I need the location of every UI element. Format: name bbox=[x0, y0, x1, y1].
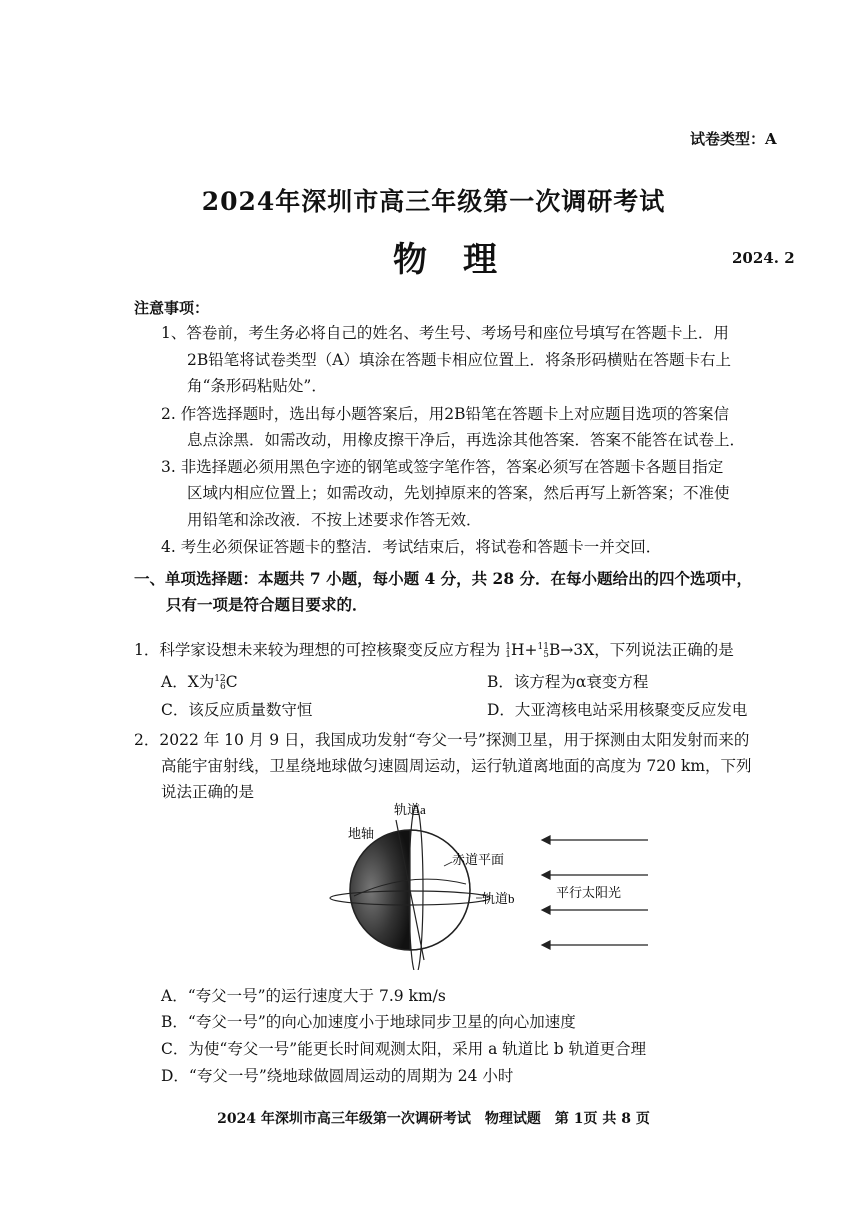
b-nuclide-indices: 11 5 bbox=[537, 642, 549, 660]
notice-line: 3. 非选择题必须用黑色字迹的钢笔或签字笔作答，答案必须写在答题卡各题目指定 bbox=[161, 458, 724, 476]
q1-option-c: C．该反应质量数守恒 bbox=[161, 701, 313, 719]
notice-line: 角“条形码粘贴处”． bbox=[187, 377, 327, 395]
notice-line: 区域内相应位置上；如需改动，先划掉原来的答案，然后再写上新答案；不准使 bbox=[187, 484, 730, 502]
question-2-stem: 说法正确的是 bbox=[161, 783, 255, 801]
notice-title: 注意事项： bbox=[134, 299, 210, 317]
exam-title: 2024年深圳市高三年级第一次调研考试 bbox=[201, 187, 666, 216]
orbit-b-label: 轨道b bbox=[482, 891, 515, 906]
sunlight-label: 平行太阳光 bbox=[556, 885, 622, 900]
arrow-head bbox=[542, 871, 550, 879]
notice-line: 1、答卷前，考生务必将自己的姓名、考生号、考场号和座位号填写在答题卡上．用 bbox=[161, 324, 729, 342]
q2-option-d: D．“夸父一号”绕地球做圆周运动的周期为 24 小时 bbox=[161, 1067, 514, 1085]
notice-line: 2. 作答选择题时，选出每小题答案后，用2B铅笔在答题卡上对应题目选项的答案信 bbox=[161, 405, 729, 423]
notice-line: 4. 考生必须保证答题卡的整洁．考试结束后，将试卷和答题卡一并交回． bbox=[161, 538, 662, 556]
h-nuclide-indices: 1 1 bbox=[505, 642, 512, 660]
equator-label: 赤道平面 bbox=[452, 852, 505, 867]
earth-axis-label: 地轴 bbox=[348, 826, 375, 841]
c-nuclide-indices: 12 6 bbox=[214, 674, 226, 692]
subject-title: 物理 bbox=[393, 240, 533, 280]
q1-option-d: D．大亚湾核电站采用核聚变反应发电 bbox=[487, 701, 748, 719]
page-footer: 2024 年深圳市高三年级第一次调研考试 物理试题 第 1页 共 8 页 bbox=[217, 1111, 650, 1127]
arrow-head bbox=[542, 941, 550, 949]
notice-line: 用铅笔和涂改液．不按上述要求作答无效． bbox=[187, 511, 482, 529]
q1-stem-text: 1．科学家设想未来较为理想的可控核聚变反应方程为 bbox=[134, 641, 506, 659]
notice-line: 2B铅笔将试卷类型（A）填涂在答题卡相应位置上．将条形码横贴在答题卡右上 bbox=[187, 351, 731, 369]
notice-line: 息点涂黑．如需改动，用橡皮擦干净后，再选涂其他答案．答案不能答在试卷上． bbox=[187, 431, 746, 449]
paper-type: 试卷类型：A bbox=[690, 130, 777, 148]
question-2-stem: 高能宇宙射线，卫星绕地球做匀速圆周运动，运行轨道离地面的高度为 720 km，下列 bbox=[161, 757, 752, 775]
exam-date: 2024. 2 bbox=[732, 249, 795, 267]
q1-option-a: A．X为 12 6 C bbox=[161, 673, 238, 692]
question-2-stem: 2．2022 年 10 月 9 日，我国成功发射“夸父一号”探测卫星，用于探测由太阳发射而来的 bbox=[134, 731, 750, 749]
section-heading: 只有一项是符合题目要求的． bbox=[166, 595, 368, 614]
orbit-diagram bbox=[326, 800, 656, 970]
q2-option-c: C．为使“夸父一号”能更长时间观测太阳，采用 a 轨道比 b 轨道更合理 bbox=[161, 1040, 647, 1058]
section-heading: 一、单项选择题：本题共 7 小题，每小题 4 分，共 28 分．在每小题给出的四个选项中， bbox=[134, 569, 753, 588]
q1-option-b: B．该方程为α衰变方程 bbox=[487, 673, 649, 691]
q2-option-a: A．“夸父一号”的运行速度大于 7.9 km/s bbox=[161, 987, 446, 1005]
q2-option-b: B．“夸父一号”的向心加速度小于地球同步卫星的向心加速度 bbox=[161, 1013, 576, 1031]
arrow-head bbox=[542, 906, 550, 914]
arrow-head bbox=[542, 836, 550, 844]
orbit-a-label: 轨道a bbox=[394, 802, 426, 817]
question-1-stem: 1．科学家设想未来较为理想的可控核聚变反应方程为 1 1 H+ 11 5 B→3X，下列说法正确的是 bbox=[134, 641, 734, 660]
